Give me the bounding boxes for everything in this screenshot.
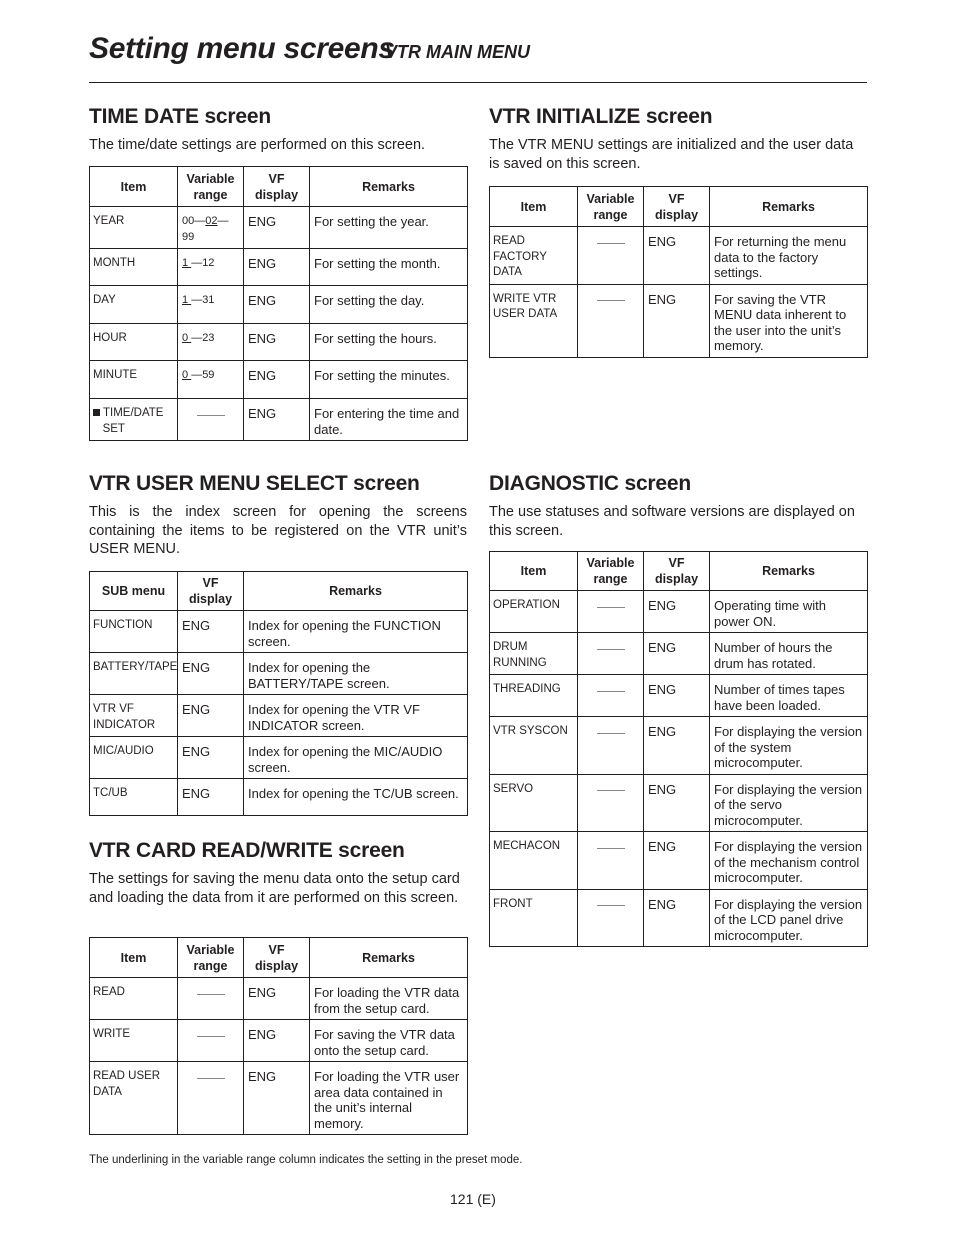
item-cell: DRUM RUNNING (490, 633, 578, 675)
header-vf-display: VF display (644, 552, 710, 591)
table-row (490, 717, 868, 775)
dash-line-icon (597, 905, 625, 906)
card-rw-section (89, 839, 467, 907)
vf-cell: ENG (644, 774, 710, 832)
page-subtitle: VTR MAIN MENU (385, 42, 530, 62)
table-row (90, 324, 468, 361)
item-cell: DAY (90, 286, 178, 324)
range-cell (178, 978, 244, 1020)
vf-cell: ENG (178, 653, 244, 695)
page-header (89, 30, 867, 83)
vtr-initialize-section (489, 105, 867, 173)
range-cell: 1 —31 (178, 286, 244, 324)
header-vf-display: VF display (178, 572, 244, 611)
dash-line-icon (597, 790, 625, 791)
page-number: 121 (E) (450, 1191, 496, 1207)
square-bullet-icon (93, 409, 100, 416)
vf-cell: ENG (244, 286, 310, 324)
table-row (90, 207, 468, 249)
range-cell (578, 591, 644, 633)
remarks-cell: Index for opening the MIC/AUDIO screen. (244, 737, 468, 779)
range-cell (578, 889, 644, 947)
user-menu-description: This is the index screen for opening the screens containing the items to be registered on the VTR unit’s USER MENU. (89, 504, 467, 557)
item-cell: OPERATION (490, 591, 578, 633)
table-row (490, 591, 868, 633)
time-date-table (89, 166, 468, 441)
header-remarks: Remarks (710, 552, 868, 591)
item-cell: READ FACTORY DATA (490, 227, 578, 285)
header-remarks: Remarks (710, 187, 868, 227)
table-row (490, 284, 868, 357)
table-row (490, 889, 868, 947)
table-row (490, 832, 868, 890)
range-cell: 0 —23 (178, 324, 244, 361)
remarks-cell: Index for opening the BATTERY/TAPE screen. (244, 653, 468, 695)
table-row (90, 737, 468, 779)
vf-cell: ENG (244, 324, 310, 361)
item-cell: FUNCTION (90, 611, 178, 653)
remarks-cell: For setting the hours. (310, 324, 468, 361)
footnote: The underlining in the variable range column indicates the setting in the preset mode. (89, 1154, 523, 1166)
remarks-cell: For setting the day. (310, 286, 468, 324)
header-item: Item (90, 167, 178, 207)
table-row (490, 633, 868, 675)
table-row (90, 779, 468, 816)
table-row (490, 774, 868, 832)
user-menu-heading: VTR USER MENU SELECT screen (89, 472, 420, 495)
item-cell: VTR SYSCON (490, 717, 578, 775)
range-cell (578, 717, 644, 775)
item-cell: READ USER DATA (90, 1062, 178, 1135)
remarks-cell: For saving the VTR MENU data inherent to the user into the unit’s memory. (710, 284, 868, 357)
vf-cell: ENG (178, 695, 244, 737)
vf-cell: ENG (644, 591, 710, 633)
range-cell (178, 399, 244, 441)
header-vf-display: VF display (244, 167, 310, 207)
remarks-cell: Number of hours the drum has rotated. (710, 633, 868, 675)
remarks-cell: For saving the VTR data onto the setup card. (310, 1020, 468, 1062)
page-title: Setting menu screens (89, 32, 395, 65)
table-row (90, 1062, 468, 1135)
table-row (90, 286, 468, 324)
vf-cell: ENG (244, 399, 310, 441)
remarks-cell: For displaying the version of the servo microcomputer. (710, 774, 868, 832)
remarks-cell: For displaying the version of the LCD panel drive microcomputer. (710, 889, 868, 947)
header-item: Item (490, 552, 578, 591)
item-cell: BATTERY/TAPE (90, 653, 178, 695)
item-cell: MINUTE (90, 361, 178, 399)
header-item: Item (490, 187, 578, 227)
item-cell: FRONT (490, 889, 578, 947)
diagnostic-table (489, 551, 868, 947)
vf-cell: ENG (244, 207, 310, 249)
table-row (90, 399, 468, 441)
vf-cell: ENG (244, 1062, 310, 1135)
header-item: Item (90, 938, 178, 978)
range-cell (578, 284, 644, 357)
item-cell: HOUR (90, 324, 178, 361)
item-cell: MONTH (90, 249, 178, 286)
card-rw-description: The settings for saving the menu data onto the setup card and loading the data from it are performed on this screen. (89, 871, 460, 906)
time-date-section (89, 105, 467, 155)
user-menu-table (89, 571, 468, 816)
vf-cell: ENG (244, 361, 310, 399)
table-header-row (90, 167, 468, 207)
vf-cell: ENG (644, 717, 710, 775)
remarks-cell: Index for opening the FUNCTION screen. (244, 611, 468, 653)
vf-cell: ENG (178, 737, 244, 779)
vf-cell: ENG (644, 675, 710, 717)
item-cell: THREADING (490, 675, 578, 717)
item-cell: TIME/DATE SET (90, 399, 178, 441)
range-cell (178, 1062, 244, 1135)
table-row (90, 695, 468, 737)
dash-line-icon (597, 300, 625, 301)
item-cell: WRITE (90, 1020, 178, 1062)
range-cell: 1 —12 (178, 249, 244, 286)
diagnostic-section (489, 472, 867, 540)
remarks-cell: Index for opening the TC/UB screen. (244, 779, 468, 816)
vtr-initialize-heading: VTR INITIALIZE screen (489, 105, 713, 128)
diagnostic-heading: DIAGNOSTIC screen (489, 472, 691, 495)
vtr-initialize-table (489, 186, 868, 358)
range-cell (578, 832, 644, 890)
vf-cell: ENG (644, 832, 710, 890)
vf-cell: ENG (178, 779, 244, 816)
card-rw-heading: VTR CARD READ/WRITE screen (89, 839, 405, 862)
vf-cell: ENG (244, 249, 310, 286)
item-cell: WRITE VTR USER DATA (490, 284, 578, 357)
remarks-cell: Number of times tapes have been loaded. (710, 675, 868, 717)
remarks-cell: For loading the VTR data from the setup card. (310, 978, 468, 1020)
header-remarks: Remarks (310, 167, 468, 207)
remarks-cell: For entering the time and date. (310, 399, 468, 441)
table-row (90, 653, 468, 695)
table-header-row (90, 938, 468, 978)
remarks-cell: For setting the year. (310, 207, 468, 249)
item-cell: VTR VF INDICATOR (90, 695, 178, 737)
time-date-description: The time/date settings are performed on this screen. (89, 137, 426, 153)
dash-line-icon (597, 243, 625, 244)
dash-line-icon (197, 1078, 225, 1079)
table-header-row (490, 187, 868, 227)
item-cell: SERVO (490, 774, 578, 832)
table-row (490, 675, 868, 717)
time-date-heading: TIME DATE screen (89, 105, 271, 128)
header-remarks: Remarks (244, 572, 468, 611)
table-row (90, 249, 468, 286)
header-sub-menu: SUB menu (90, 572, 178, 611)
dash-line-icon (597, 649, 625, 650)
range-cell (578, 227, 644, 285)
item-cell: YEAR (90, 207, 178, 249)
header-vf-display: VF display (244, 938, 310, 978)
dash-line-icon (597, 848, 625, 849)
table-header-row (90, 572, 468, 611)
vf-cell: ENG (178, 611, 244, 653)
vf-cell: ENG (244, 1020, 310, 1062)
header-variable-range: Variable range (578, 187, 644, 227)
vf-cell: ENG (644, 227, 710, 285)
table-row (90, 611, 468, 653)
dash-line-icon (597, 691, 625, 692)
dash-line-icon (597, 607, 625, 608)
vf-cell: ENG (644, 889, 710, 947)
table-header-row (490, 552, 868, 591)
vf-cell: ENG (644, 633, 710, 675)
table-row (490, 227, 868, 285)
user-menu-section (89, 472, 467, 559)
remarks-cell: For loading the VTR user area data contained in the unit’s internal memory. (310, 1062, 468, 1135)
item-cell: READ (90, 978, 178, 1020)
table-row (90, 978, 468, 1020)
vf-cell: ENG (644, 284, 710, 357)
item-cell: MECHACON (490, 832, 578, 890)
range-cell: 00—02—99 (178, 207, 244, 249)
header-variable-range: Variable range (578, 552, 644, 591)
vtr-initialize-description: The VTR MENU settings are initialized and the user data is saved on this screen. (489, 137, 854, 172)
dash-line-icon (197, 415, 225, 416)
dash-line-icon (597, 733, 625, 734)
header-variable-range: Variable range (178, 938, 244, 978)
card-rw-table (89, 937, 468, 1135)
dash-line-icon (197, 1036, 225, 1037)
header-variable-range: Variable range (178, 167, 244, 207)
table-row (90, 1020, 468, 1062)
item-cell: MIC/AUDIO (90, 737, 178, 779)
remarks-cell: For setting the month. (310, 249, 468, 286)
table-row (90, 361, 468, 399)
header-remarks: Remarks (310, 938, 468, 978)
diagnostic-description: The use statuses and software versions are displayed on this screen. (489, 504, 855, 539)
remarks-cell: For displaying the version of the mechanism control microcomputer. (710, 832, 868, 890)
range-cell (578, 774, 644, 832)
range-cell (578, 633, 644, 675)
remarks-cell: For returning the menu data to the factory settings. (710, 227, 868, 285)
header-vf-display: VF display (644, 187, 710, 227)
range-cell: 0 —59 (178, 361, 244, 399)
remarks-cell: For displaying the version of the system microcomputer. (710, 717, 868, 775)
remarks-cell: For setting the minutes. (310, 361, 468, 399)
item-cell: TC/UB (90, 779, 178, 816)
remarks-cell: Index for opening the VTR VF INDICATOR screen. (244, 695, 468, 737)
remarks-cell: Operating time with power ON. (710, 591, 868, 633)
range-cell (178, 1020, 244, 1062)
vf-cell: ENG (244, 978, 310, 1020)
range-cell (578, 675, 644, 717)
dash-line-icon (197, 994, 225, 995)
